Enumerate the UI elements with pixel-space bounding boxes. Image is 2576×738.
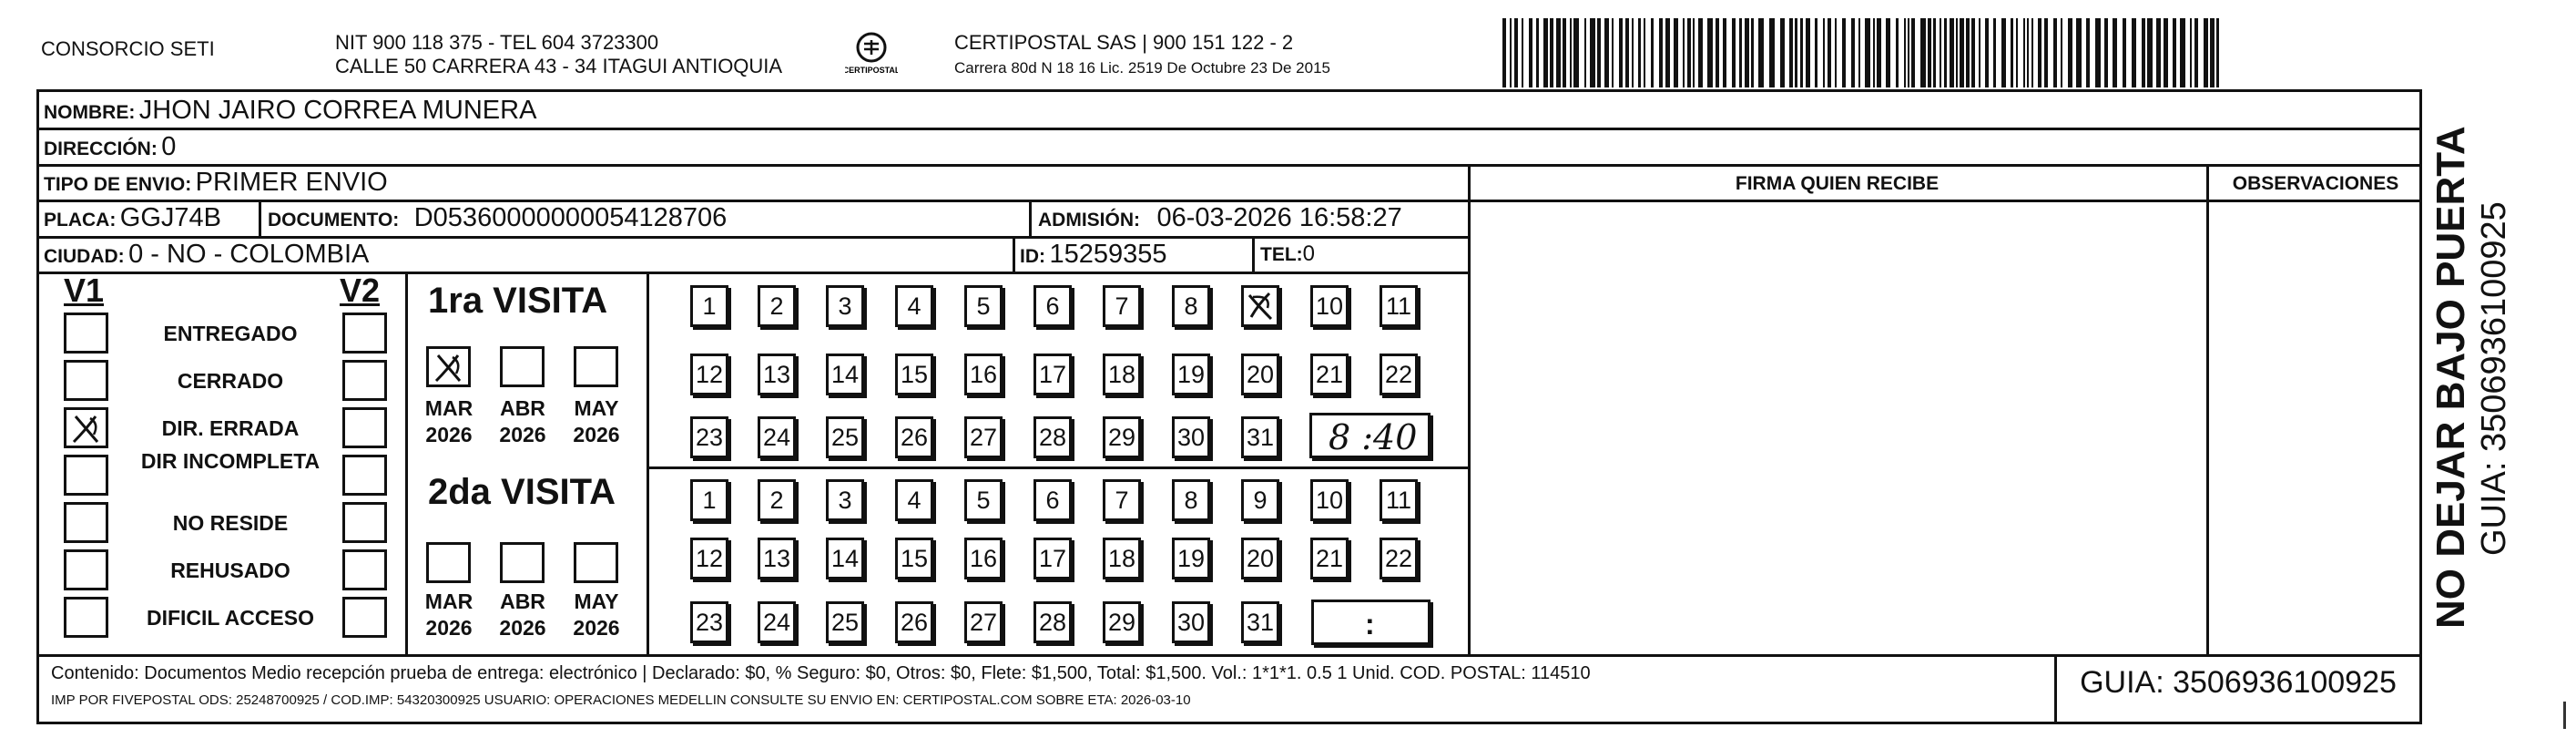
day-box-21[interactable]: 21: [1310, 538, 1349, 579]
day-box-25[interactable]: 25: [826, 416, 864, 458]
status-label: CERRADO: [177, 369, 284, 393]
no-dejar-bajo-puerta: NO DEJAR BAJO PUERTA: [2428, 126, 2473, 629]
day-box-1[interactable]: 1: [690, 479, 728, 521]
footer-contenido: Contenido: Documentos Medio recepción prueba de entrega: electrónico | Declarado: $0, % Seguro: $0, Otros: $0, Flete: $1,500, Total: $1,500. Vol.: 1*1*1. 0.5 1 Unid. COD. POSTAL: 114510: [51, 663, 1591, 683]
month-label: MAY: [574, 589, 619, 613]
day-box-3[interactable]: 3: [826, 479, 864, 521]
ciudad-field: [44, 239, 369, 274]
v2-header: V2: [340, 272, 381, 309]
day-box-10[interactable]: 10: [1310, 285, 1349, 327]
day-box-27[interactable]: 27: [964, 601, 1003, 643]
day-box-1[interactable]: 1: [690, 285, 728, 327]
tel-label: TEL:: [1260, 244, 1303, 265]
v1-checkbox[interactable]: [64, 549, 108, 590]
day-box-13[interactable]: 13: [758, 538, 796, 579]
v2-checkbox[interactable]: [342, 360, 387, 401]
admision-label: ADMISIÓN:: [1038, 210, 1140, 231]
v1-checkbox[interactable]: [64, 597, 108, 638]
day-box-31[interactable]: 31: [1241, 416, 1279, 458]
v2-checkbox[interactable]: [342, 502, 387, 543]
day-box-7[interactable]: 7: [1103, 285, 1141, 327]
day-box-14[interactable]: 14: [826, 354, 864, 395]
day-box-5[interactable]: 5: [964, 285, 1003, 327]
tipo-envio-value: PRIMER ENVIO: [195, 168, 388, 197]
placa-field: [44, 202, 221, 238]
day-box-2[interactable]: 2: [758, 285, 796, 327]
day-box-28[interactable]: 28: [1033, 601, 1072, 643]
tipo-envio-label: TIPO DE ENVIO:: [44, 174, 192, 195]
scan-artifact-line: [2563, 702, 2566, 729]
documento-label: DOCUMENTO:: [268, 210, 400, 231]
v1-header: V1: [64, 272, 105, 309]
status-label: DIR. ERRADA: [161, 416, 300, 440]
month-label: ABR: [500, 589, 545, 613]
day-box-21[interactable]: 21: [1310, 354, 1349, 395]
footer-imp: IMP POR FIVEPOSTAL ODS: 25248700925 / COD.IMP: 54320300925 USUARIO: OPERACIONES MEDELLIN CONSULTE SU ENVIO EN: CERTIPOSTAL.COM SOBRE ETA: 2026-03-10: [51, 692, 1191, 708]
day-box-24[interactable]: 24: [758, 601, 796, 643]
v1-checkbox[interactable]: [64, 455, 108, 496]
certipostal-title: CERTIPOSTAL SAS | 900 151 122 - 2: [954, 31, 1294, 54]
status-label: ENTREGADO: [163, 322, 298, 345]
year-label: 2026: [425, 423, 473, 446]
month-label: MAR: [424, 589, 473, 613]
certipostal-logo: [845, 29, 898, 82]
day-box-26[interactable]: 26: [895, 416, 933, 458]
day-box-4[interactable]: 4: [895, 285, 933, 327]
footer-guia: GUIA: 3506936100925: [2080, 665, 2397, 700]
nombre-value: JHON JAIRO CORREA MUNERA: [138, 96, 537, 125]
id-field: [1020, 239, 1166, 274]
day-box-5[interactable]: 5: [964, 479, 1003, 521]
day-box-8[interactable]: 8: [1172, 285, 1210, 327]
day-box-28[interactable]: 28: [1033, 416, 1072, 458]
status-label: DIR INCOMPLETA: [140, 449, 321, 473]
day-box-8[interactable]: 8: [1172, 479, 1210, 521]
tel-value: 0: [1302, 241, 1316, 266]
day-box-24[interactable]: 24: [758, 416, 796, 458]
status-label: DIFICIL ACCESO: [146, 606, 314, 630]
day-box-23[interactable]: 23: [690, 416, 728, 458]
day-box-3[interactable]: 3: [826, 285, 864, 327]
day-box-18[interactable]: 18: [1103, 538, 1141, 579]
placa-label: PLACA:: [44, 210, 117, 231]
day-box-12[interactable]: 12: [690, 538, 728, 579]
nit-line: NIT 900 118 375 - TEL 604 3723300: [335, 31, 659, 54]
documento-field: [268, 202, 727, 238]
day-box-13[interactable]: 13: [758, 354, 796, 395]
barcode: [1502, 18, 2231, 87]
svg-text:CERTIPOSTAL: CERTIPOSTAL: [845, 66, 898, 75]
day-box-11[interactable]: 11: [1380, 285, 1418, 327]
day-box-4[interactable]: 4: [895, 479, 933, 521]
v1-checkbox[interactable]: [64, 313, 108, 354]
day-box-20[interactable]: 20: [1241, 538, 1279, 579]
direccion-value: 0: [161, 132, 177, 161]
observaciones-header: OBSERVACIONES: [2232, 173, 2399, 194]
direccion-field: [44, 131, 176, 167]
day-box-12[interactable]: 12: [690, 354, 728, 395]
month-label: ABR: [500, 396, 545, 420]
v2-checkbox[interactable]: [342, 407, 387, 448]
day-box-22[interactable]: 22: [1380, 538, 1418, 579]
day-box-19[interactable]: 19: [1172, 354, 1210, 395]
day-box-7[interactable]: 7: [1103, 479, 1141, 521]
v2-checkbox[interactable]: [342, 597, 387, 638]
id-label: ID:: [1020, 246, 1045, 267]
certipostal-sub: Carrera 80d N 18 16 Lic. 2519 De Octubre 23 De 2015: [954, 59, 1330, 77]
day-box-30[interactable]: 30: [1172, 601, 1210, 643]
direccion-label: DIRECCIÓN:: [44, 138, 158, 159]
day-box-30[interactable]: 30: [1172, 416, 1210, 458]
ciudad-label: CIUDAD:: [44, 246, 125, 267]
v2-checkbox[interactable]: [342, 455, 387, 496]
day-box-29[interactable]: 29: [1103, 416, 1141, 458]
nombre-label: NOMBRE:: [44, 102, 136, 123]
firma-header: FIRMA QUIEN RECIBE: [1735, 173, 1940, 194]
day-box-11[interactable]: 11: [1380, 479, 1418, 521]
v1-checkbox[interactable]: [64, 502, 108, 543]
status-label: REHUSADO: [170, 559, 290, 582]
visit2-time: :: [1365, 608, 1375, 641]
day-box-26[interactable]: 26: [895, 601, 933, 643]
day-box-18[interactable]: 18: [1103, 354, 1141, 395]
v2-checkbox[interactable]: [342, 313, 387, 354]
day-box-6[interactable]: 6: [1033, 285, 1072, 327]
day-box-22[interactable]: 22: [1380, 354, 1418, 395]
tipo-envio-field: [44, 167, 388, 202]
month-checkbox[interactable]: [574, 542, 618, 583]
v1-checkbox[interactable]: [64, 407, 108, 448]
day-box-6[interactable]: 6: [1033, 479, 1072, 521]
year-label: 2026: [425, 616, 473, 640]
documento-value: D05360000000054128706: [413, 203, 728, 232]
year-label: 2026: [499, 616, 546, 640]
month-checkbox[interactable]: [426, 346, 471, 387]
day-box-29[interactable]: 29: [1103, 601, 1141, 643]
visit2-title: 2da VISITA: [428, 472, 616, 512]
year-label: 2026: [499, 423, 546, 446]
visit1-title: 1ra VISITA: [428, 281, 608, 321]
admision-field: [1038, 202, 1402, 238]
day-box-20[interactable]: 20: [1241, 354, 1279, 395]
day-box-9[interactable]: 9: [1241, 479, 1279, 521]
id-value: 15259355: [1049, 240, 1167, 269]
status-label: NO RESIDE: [172, 511, 289, 535]
company-name: CONSORCIO SETI: [41, 37, 215, 60]
day-box-19[interactable]: 19: [1172, 538, 1210, 579]
day-box-9[interactable]: [1241, 285, 1279, 327]
visit1-time: 8 :40: [1329, 417, 1418, 457]
placa-value: GGJ74B: [119, 203, 221, 232]
year-label: 2026: [573, 423, 620, 446]
month-checkbox[interactable]: [500, 346, 545, 387]
day-box-14[interactable]: 14: [826, 538, 864, 579]
day-box-15[interactable]: 15: [895, 354, 933, 395]
v2-checkbox[interactable]: [342, 549, 387, 590]
side-guia: GUIA: 3506936100925: [2475, 201, 2513, 556]
address-line: CALLE 50 CARRERA 43 - 34 ITAGUI ANTIOQUIA: [335, 55, 783, 77]
day-box-27[interactable]: 27: [964, 416, 1003, 458]
year-label: 2026: [573, 616, 620, 640]
day-box-15[interactable]: 15: [895, 538, 933, 579]
visit1-time-box[interactable]: [1309, 413, 1431, 458]
day-box-10[interactable]: 10: [1310, 479, 1349, 521]
day-box-16[interactable]: 16: [964, 538, 1003, 579]
day-box-16[interactable]: 16: [964, 354, 1003, 395]
month-checkbox[interactable]: [500, 542, 545, 583]
day-box-25[interactable]: 25: [826, 601, 864, 643]
day-box-17[interactable]: 17: [1033, 354, 1072, 395]
month-label: MAR: [424, 396, 473, 420]
day-box-23[interactable]: 23: [690, 601, 728, 643]
day-box-2[interactable]: 2: [758, 479, 796, 521]
month-checkbox[interactable]: [574, 346, 618, 387]
admision-value: 06-03-2026 16:58:27: [1156, 203, 1402, 232]
day-box-17[interactable]: 17: [1033, 538, 1072, 579]
month-checkbox[interactable]: [426, 542, 471, 583]
month-label: MAY: [574, 396, 619, 420]
nombre-field: [44, 95, 536, 130]
visit2-time-box[interactable]: [1311, 600, 1431, 645]
ciudad-value: 0 - NO - COLOMBIA: [128, 240, 370, 269]
day-box-31[interactable]: 31: [1241, 601, 1279, 643]
tel-field: [1260, 239, 1315, 272]
v1-checkbox[interactable]: [64, 360, 108, 401]
